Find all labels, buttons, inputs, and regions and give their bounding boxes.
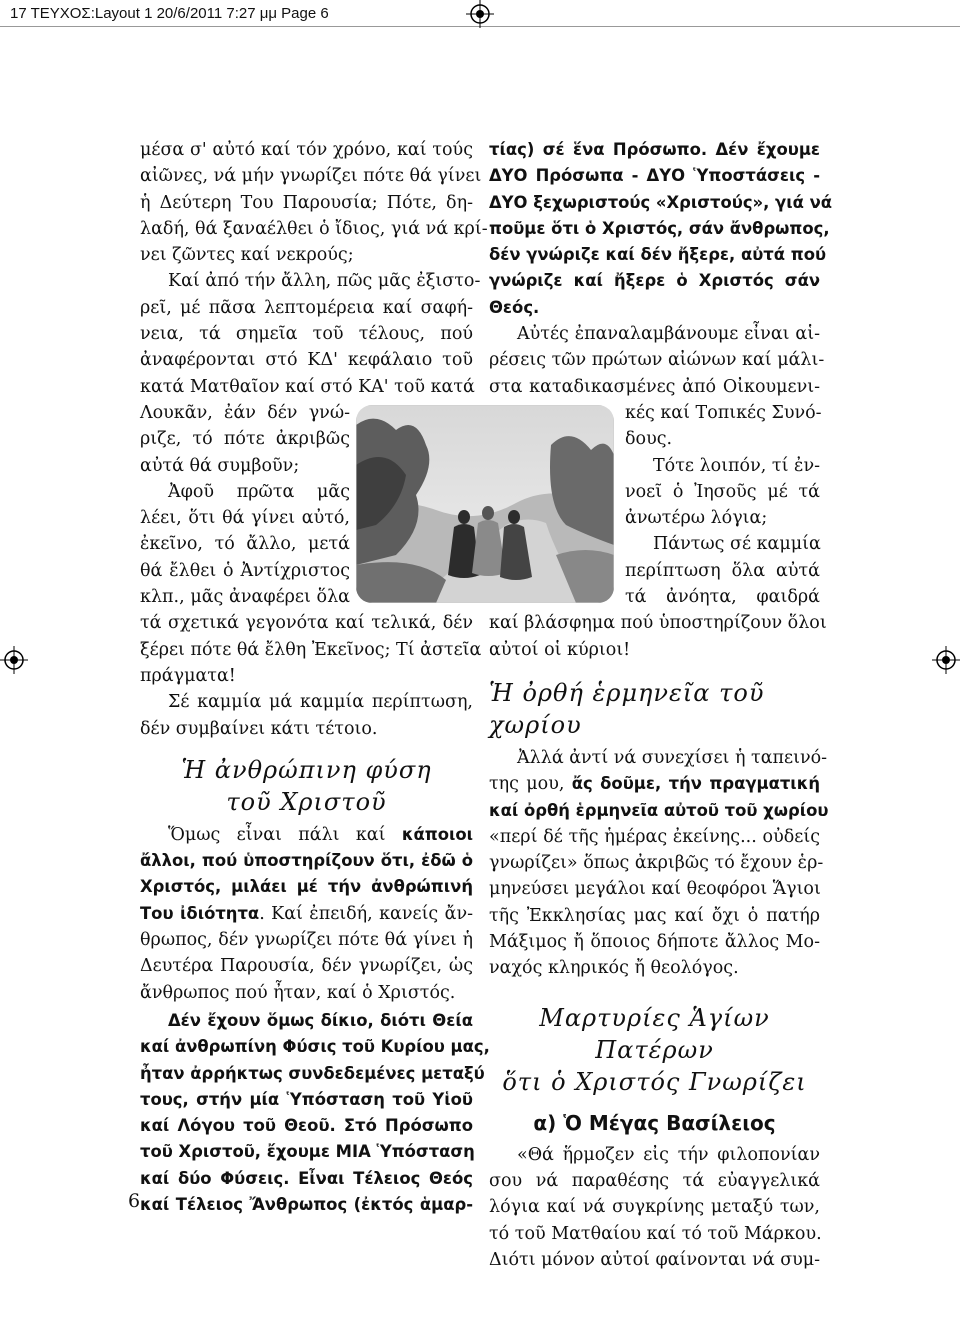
page-number: 6	[128, 1190, 141, 1212]
paragraph	[489, 745, 829, 982]
text-line: μέσα σ' αὐτό καί τόν χρόνο, καί τούς	[140, 140, 473, 160]
text-line: κές καί Τοπικές Συνό-	[625, 402, 822, 423]
registration-mark-icon	[932, 646, 960, 674]
text-line: τῆς Ἐκκλησίας μας καί ὄχι ὁ πατήρ	[489, 905, 820, 926]
text-line: ἦταν ἀρρήκτως συνδεδεμένες μεταξύ	[140, 1063, 485, 1083]
text-line: καί δύο Φύσεις. Εἶναι Τέλειος Θεός	[140, 1168, 473, 1188]
heading-line: τοῦ Χριστοῦ	[226, 787, 387, 816]
section-heading	[140, 754, 473, 818]
text-line: Αὐτές ἐπαναλαμβάνουμε εἶναι αἱ-	[517, 324, 820, 345]
text-line: θρωπος, δέν γνωρίζει πότε θά γίνει ἡ	[140, 930, 473, 951]
text-line: ρέσεις τῶν πρώτων αἰώνων καί μάλι-	[489, 350, 825, 371]
left-column	[140, 137, 490, 1218]
text-line	[489, 771, 820, 797]
text-line: ρεῖ, μέ πᾶσα λεπτομέρεια καί σαφή-	[140, 297, 473, 318]
paragraph	[140, 137, 488, 268]
heading-line: Ἡ ἀνθρώπινη φύση	[181, 755, 432, 784]
text-line: ἀναφέρονται στό ΚΔ' κεφάλαιο τοῦ	[140, 350, 473, 371]
text-line: «περί δέ τῆς ἡμέρας ἐκείνης... οὐδείς	[489, 826, 820, 847]
text-line: Δευτέρα Παρουσία, δέν γνωρίζει, ὡς	[140, 956, 473, 977]
text-line: νοεῖ ὁ Ἰησοῦς μέ τά	[625, 481, 820, 502]
text-run: της μου,	[489, 774, 572, 795]
section-heading	[489, 1002, 820, 1098]
text-line: ἡ Δεύτερη Του Παρουσία; Πότε, δη-	[140, 192, 473, 213]
text-line: Θεός.	[489, 297, 540, 317]
paragraph-bold	[140, 1008, 490, 1218]
text-line: τό τοῦ Ματθαίου καί τό τοῦ Μάρκου.	[489, 1223, 822, 1244]
text-line: Ἀλλά ἀντί νά συνεχίσει ἡ ταπεινό-	[517, 747, 828, 768]
paragraph	[489, 321, 825, 452]
text-line: ἐκεῖνο, τό ἄλλο, μετά	[140, 534, 350, 555]
text-line: Πάντως σέ καμμία	[653, 534, 821, 555]
heading-line: ὅτι ὁ Χριστός Γνωρίζει	[502, 1067, 807, 1096]
registration-mark-icon	[466, 0, 494, 28]
text-line: τους, στήν μία Ὑπόσταση τοῦ Υἱοῦ	[140, 1089, 473, 1109]
layout-slug: 17 ΤΕΥΧΟΣ:Layout 1 20/6/2011 7:27 μμ Page 6	[10, 5, 329, 22]
text-line: νει ζῶντες καί νεκρούς;	[140, 245, 354, 266]
text-line: δέν συμβαίνει κάτι τέτοιο.	[140, 718, 378, 739]
text-line: ποῦμε ὅτι ὁ Χριστός, σάν ἄνθρωπος,	[489, 218, 830, 238]
text-line: τοῦ Χριστοῦ, ἔχουμε ΜΙΑ Ὑπόσταση	[140, 1142, 475, 1162]
paragraph	[140, 268, 481, 478]
text-line: λέει, ὅτι θά γίνει αὐτό,	[140, 508, 350, 529]
text-line: αὐτοί οἱ κύριοι!	[489, 639, 631, 660]
text-line: Σέ καμμία μά καμμία περίπτωση,	[168, 692, 473, 713]
text-line: Μάξιμος ἤ ὅποιος δήποτε ἄλλος Μο-	[489, 932, 820, 953]
paragraph	[140, 822, 473, 1006]
text-line: λαδή, θά ξαναέλθει ὁ ἴδιος, γιά νά κρί-	[140, 218, 488, 239]
bold-run: κάποιοι	[401, 824, 473, 844]
paragraph	[489, 453, 820, 532]
registration-mark-icon	[0, 646, 28, 674]
text-line: λόγια καί νά συγκρίνης μεταξύ των,	[489, 1197, 820, 1218]
text-line: κλπ., μᾶς ἀναφέρει ὅλα	[140, 587, 350, 608]
text-line: τίας) σέ ἕνα Πρόσωπο. Δέν ἔχουμε	[489, 140, 820, 159]
bold-run: ἄς δοῦμε, τήν πραγματική	[571, 774, 821, 794]
paragraph	[140, 479, 482, 689]
text-line: Δέν ἔχουν ὅμως δίκιο, διότι Θεία	[168, 1010, 473, 1030]
right-column	[489, 137, 832, 1273]
text-line: δους.	[625, 429, 673, 450]
text-line	[140, 822, 473, 848]
text-line: τά ἀνόητα, φαιδρά	[625, 587, 820, 608]
text-line: τά σχετικά γεγονότα καί τελικά, δέν	[140, 613, 473, 634]
text-run: Ὅμως εἶναι πάλι καί	[168, 824, 402, 845]
text-run: . Καί ἐπειδή, κανείς ἄν-	[259, 903, 473, 924]
paragraph	[489, 531, 827, 662]
text-line: καί Τέλειος Ἄνθρωπος (ἐκτός ἁμαρ-	[140, 1194, 473, 1214]
text-line: καί ὀρθή ἑρμηνεῖα αὐτοῦ τοῦ χωρίου	[489, 800, 829, 820]
section-heading: Ἡ ὀρθή ἑρμηνεῖα τοῦ χωρίου	[489, 678, 765, 739]
text-line: ναχός κληρικός ἤ θεολόγος.	[489, 958, 739, 979]
text-line: θά ἔλθει ὁ Ἀντίχριστος	[140, 560, 350, 581]
subsection-heading: α) Ὁ Μέγας Βασίλειος	[533, 1110, 776, 1135]
text-line: μηνεύσει μεγάλοι καί θεοφόροι Ἅγιοι	[489, 879, 821, 900]
text-line: ἀνωτέρω λόγια;	[625, 508, 768, 529]
text-line: καί Λόγου τοῦ Θεοῦ. Στό Πρόσωπο	[140, 1116, 473, 1136]
paragraph-bold	[489, 137, 832, 321]
text-line: γνώριζε καί ἤξερε ὁ Χριστός σάν	[489, 271, 820, 291]
heading-line: Μαρτυρίες Ἁγίων Πατέρων	[539, 1003, 770, 1064]
text-line: δέν γνώριζε καί δέν ἤξερε, αὐτά πού	[489, 245, 827, 265]
text-line: ἄλλοι, πού ὑποστηρίζουν ὅτι, ἐδῶ ὁ	[140, 851, 473, 871]
text-line: Τότε λοιπόν, τί ἐν-	[653, 455, 820, 476]
text-line	[140, 901, 473, 927]
text-line: καί ἀνθρωπίνη Φύσις τοῦ Κυρίου μας,	[140, 1037, 490, 1057]
text-line: γνωρίζει» ὅπως ἀκριβῶς τό ἔχουν ἑρ-	[489, 853, 824, 874]
text-line: «Θά ἥρμοζεν εἰς τήν φιλοπονίαν	[517, 1144, 820, 1165]
text-line: περίπτωση ὅλα αὐτά	[625, 560, 820, 581]
text-line: κατά Ματθαῖον καί στό ΚΑ' τοῦ κατά	[140, 376, 475, 397]
bold-run: Του ἰδιότητα	[140, 903, 260, 923]
text-line: πράγματα!	[140, 665, 236, 686]
text-line: Καί ἀπό τήν ἄλλη, πῶς μᾶς ἐξιστο-	[168, 271, 481, 292]
text-line: ριζε, τό πότε ἀκριβῶς	[140, 429, 350, 450]
paragraph	[140, 689, 473, 742]
text-line: Ἀφοῦ πρῶτα μᾶς	[168, 481, 350, 502]
text-line: ΔΥΟ ξεχωριστούς «Χριστούς», γιά νά	[489, 192, 832, 212]
text-line: Διότι μόνον αὐτοί φαίνονται νά συμ-	[489, 1249, 821, 1270]
text-line: ξέρει πότε θά ἔλθη Ἐκεῖνος; Τί ἀστεῖα	[140, 639, 482, 660]
text-line: αὐτά θά συμβοῦν;	[140, 455, 300, 476]
text-line: ΔΥΟ Πρόσωπα - ΔΥΟ Ὑποστάσεις -	[489, 166, 820, 186]
text-line: Λουκᾶν, ἐάν δέν γνώ-	[140, 402, 350, 423]
text-line: στα καταδικασμένες ἀπό Οἰκουμενι-	[489, 376, 820, 397]
text-line: ἄνθρωπος πού ἦταν, καί ὁ Χριστός.	[140, 982, 456, 1003]
paragraph	[489, 1142, 820, 1273]
text-line: νεια, τά σημεῖα τοῦ τέλους, πού	[140, 324, 473, 345]
text-line: σου νά παραθέσης τά εὐαγγελικά	[489, 1170, 820, 1191]
text-line: Χριστός, μιλάει μέ τήν ἀνθρώπινή	[140, 877, 473, 897]
text-line: καί βλάσφημα πού ὑποστηρίζουν ὅλοι	[489, 613, 827, 634]
text-line: αἰῶνες, νά μήν γνωρίζει πότε θά γίνει	[140, 166, 482, 187]
